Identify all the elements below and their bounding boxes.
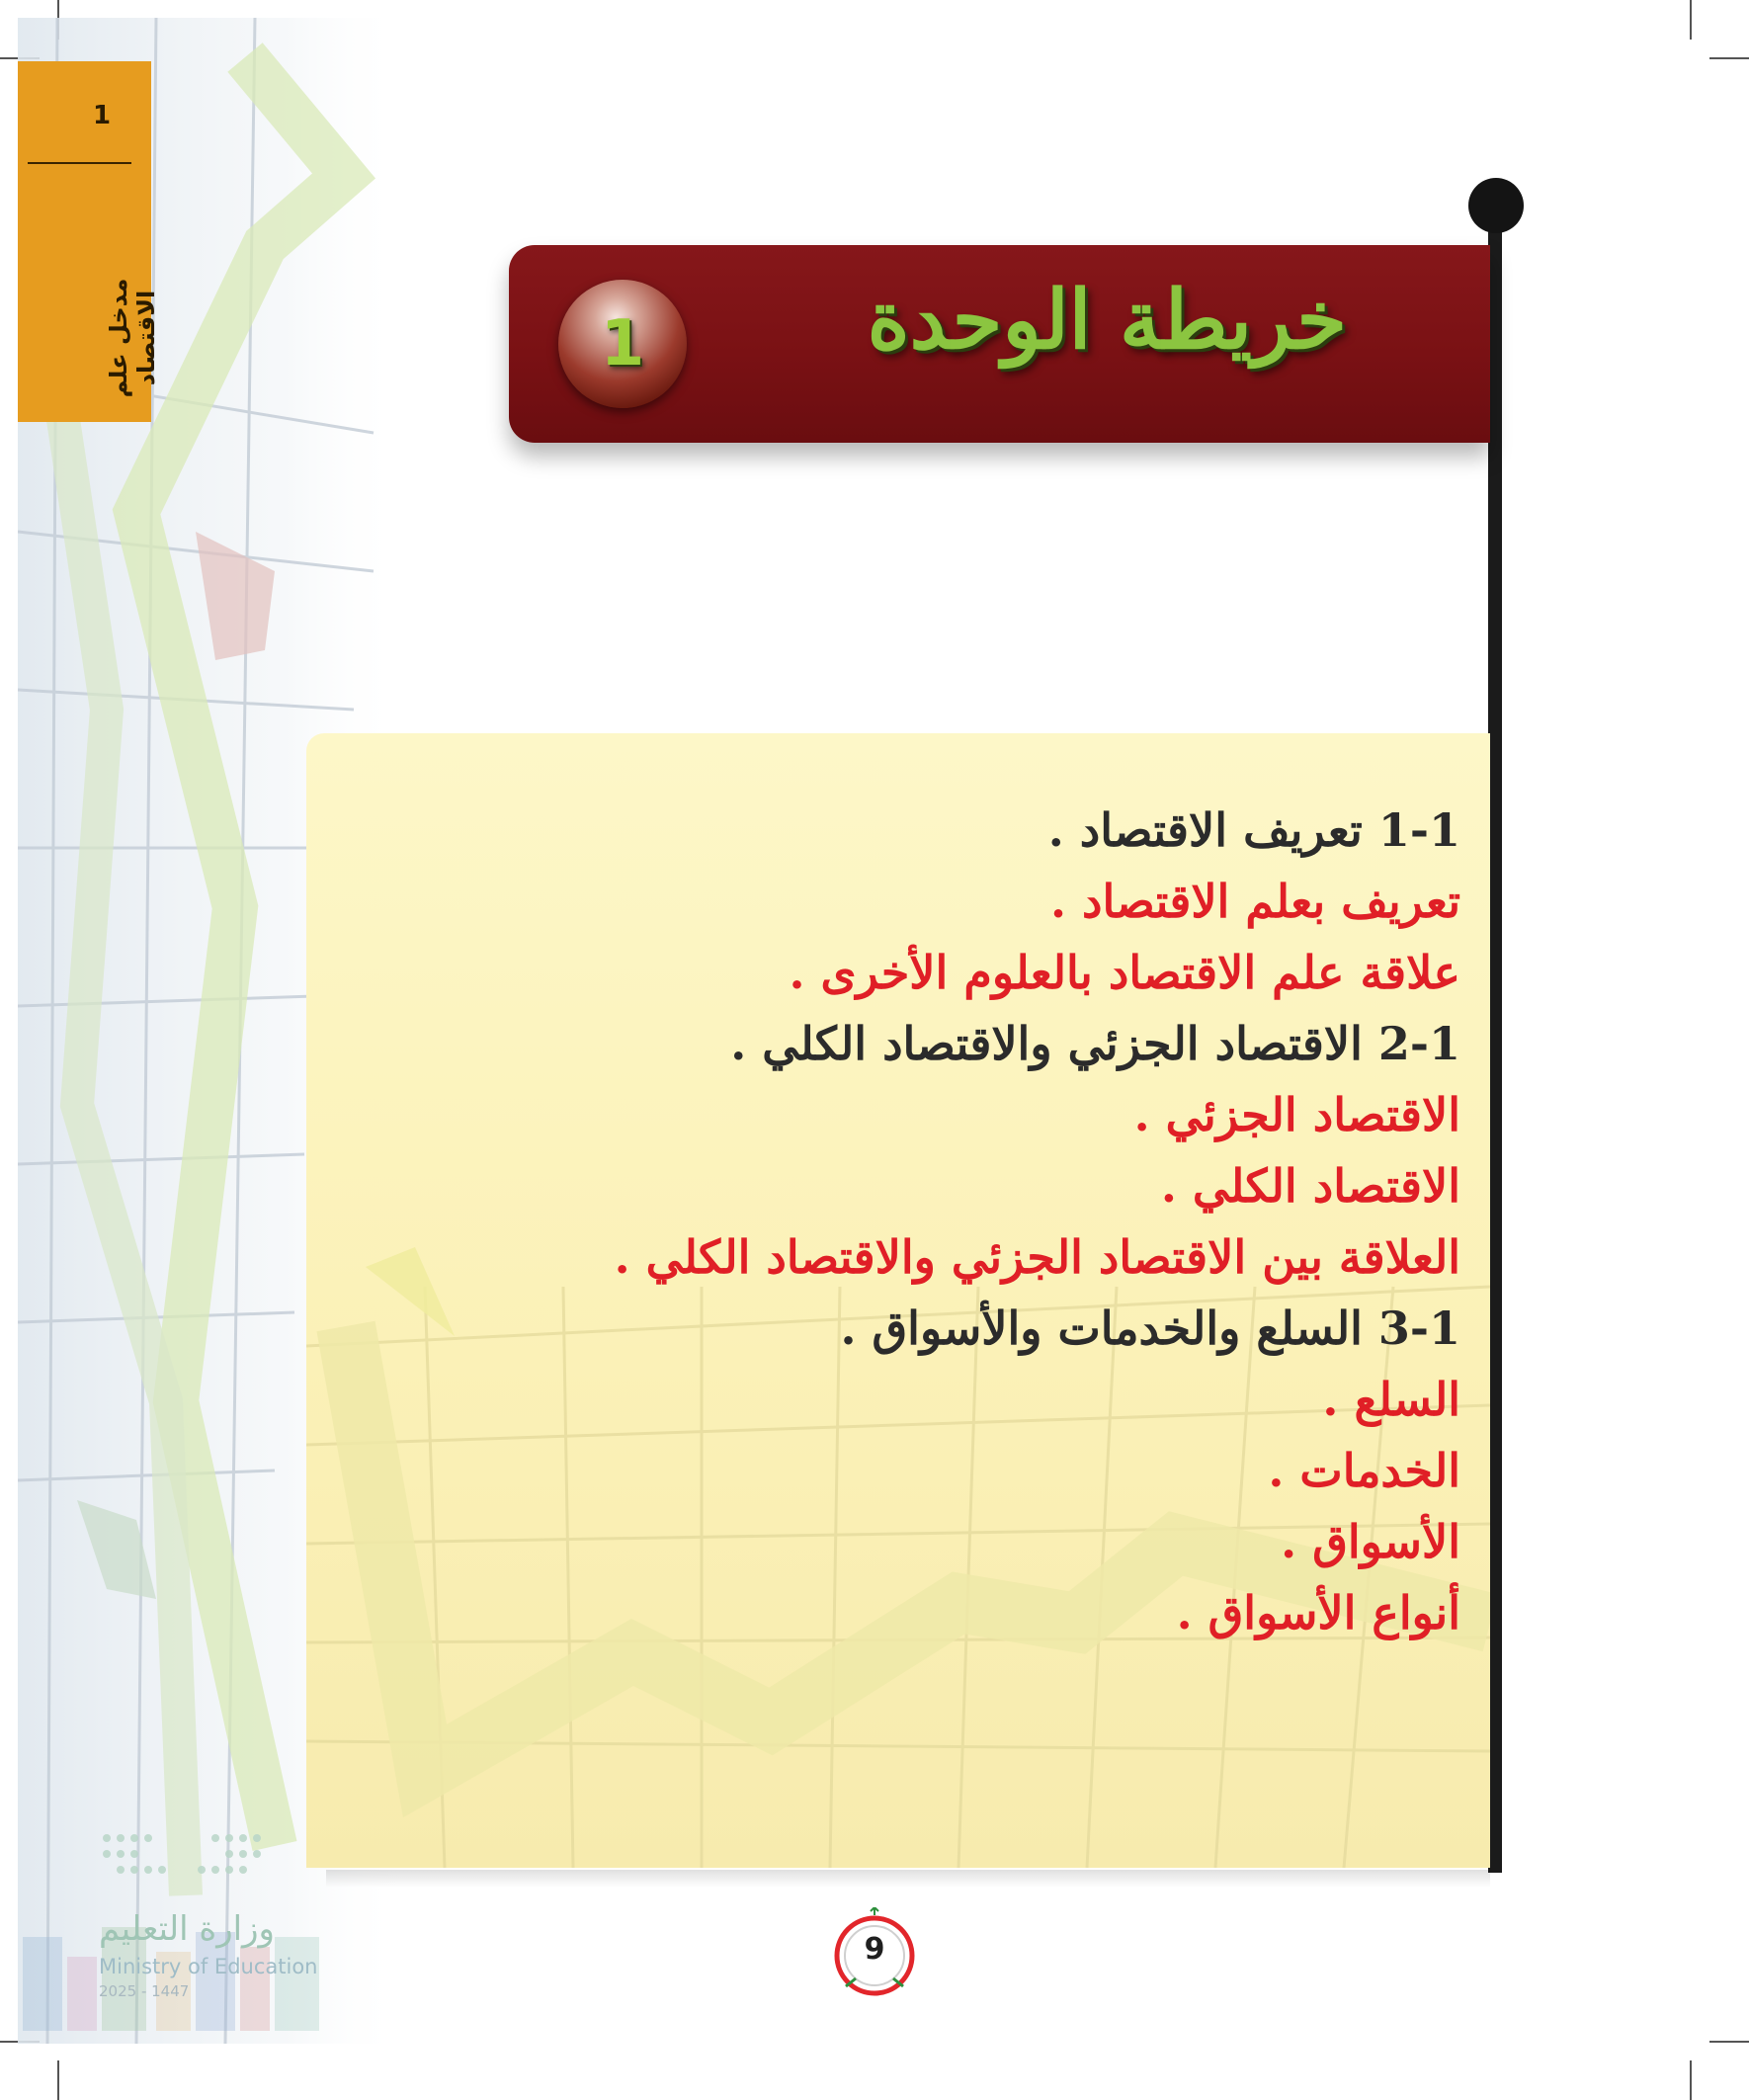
crop-mark [57, 2060, 59, 2100]
outline-subtopic: الأسواق . [1281, 1515, 1460, 1568]
outline-subtopic: الاقتصاد الجزئي . [1133, 1088, 1460, 1141]
outline-subtopic: العلاقة بين الاقتصاد الجزئي والاقتصاد الكلي . [614, 1230, 1460, 1284]
outline-subtopic: علاقة علم الاقتصاد بالعلوم الأخرى . [789, 946, 1460, 999]
unit-outline-panel [306, 733, 1490, 1868]
flag-pole [1488, 203, 1502, 1873]
side-tab-unit-name: مدخل علم الاقتصاد [105, 278, 160, 398]
outline-subtopic: أنواع الأسواق . [1176, 1586, 1460, 1639]
ministry-year: 2025 - 1447 [99, 1982, 190, 2000]
outline-subtopic: الاقتصاد الكلي . [1160, 1159, 1460, 1213]
side-tab-unit-number: 1 [92, 101, 112, 130]
outline-subtopic: السلع . [1322, 1373, 1460, 1426]
ministry-name-arabic: وزارة التعليم [99, 1909, 275, 1949]
outline-section-heading: 1-1 تعريف الاقتصاد . [1047, 803, 1460, 857]
unit-outline-list [374, 795, 1460, 1648]
unit-number: 1 [600, 307, 645, 380]
panel-shadow [326, 1870, 1490, 1888]
crop-mark [1690, 0, 1692, 40]
crop-mark [1709, 2041, 1749, 2043]
flag-pole-knob [1468, 178, 1524, 233]
outline-section-heading: 2-1 الاقتصاد الجزئي والاقتصاد الكلي . [730, 1017, 1460, 1070]
ministry-name-english: Ministry of Education [99, 1955, 318, 1978]
side-tab-divider [28, 162, 131, 164]
chapter-side-tab [18, 61, 160, 422]
page-title: خريطة الوحدة [867, 273, 1347, 368]
outline-section-heading: 3-1 السلع والخدمات والأسواق . [840, 1302, 1460, 1355]
crop-mark [1690, 2060, 1692, 2100]
outline-subtopic: الخدمات . [1268, 1444, 1460, 1497]
unit-number-badge [558, 280, 687, 408]
crop-mark [1709, 57, 1749, 59]
page-number: 9 [864, 1932, 885, 1967]
unit-map-banner [509, 245, 1490, 443]
outline-subtopic: تعريف بعلم الاقتصاد . [1050, 875, 1460, 928]
